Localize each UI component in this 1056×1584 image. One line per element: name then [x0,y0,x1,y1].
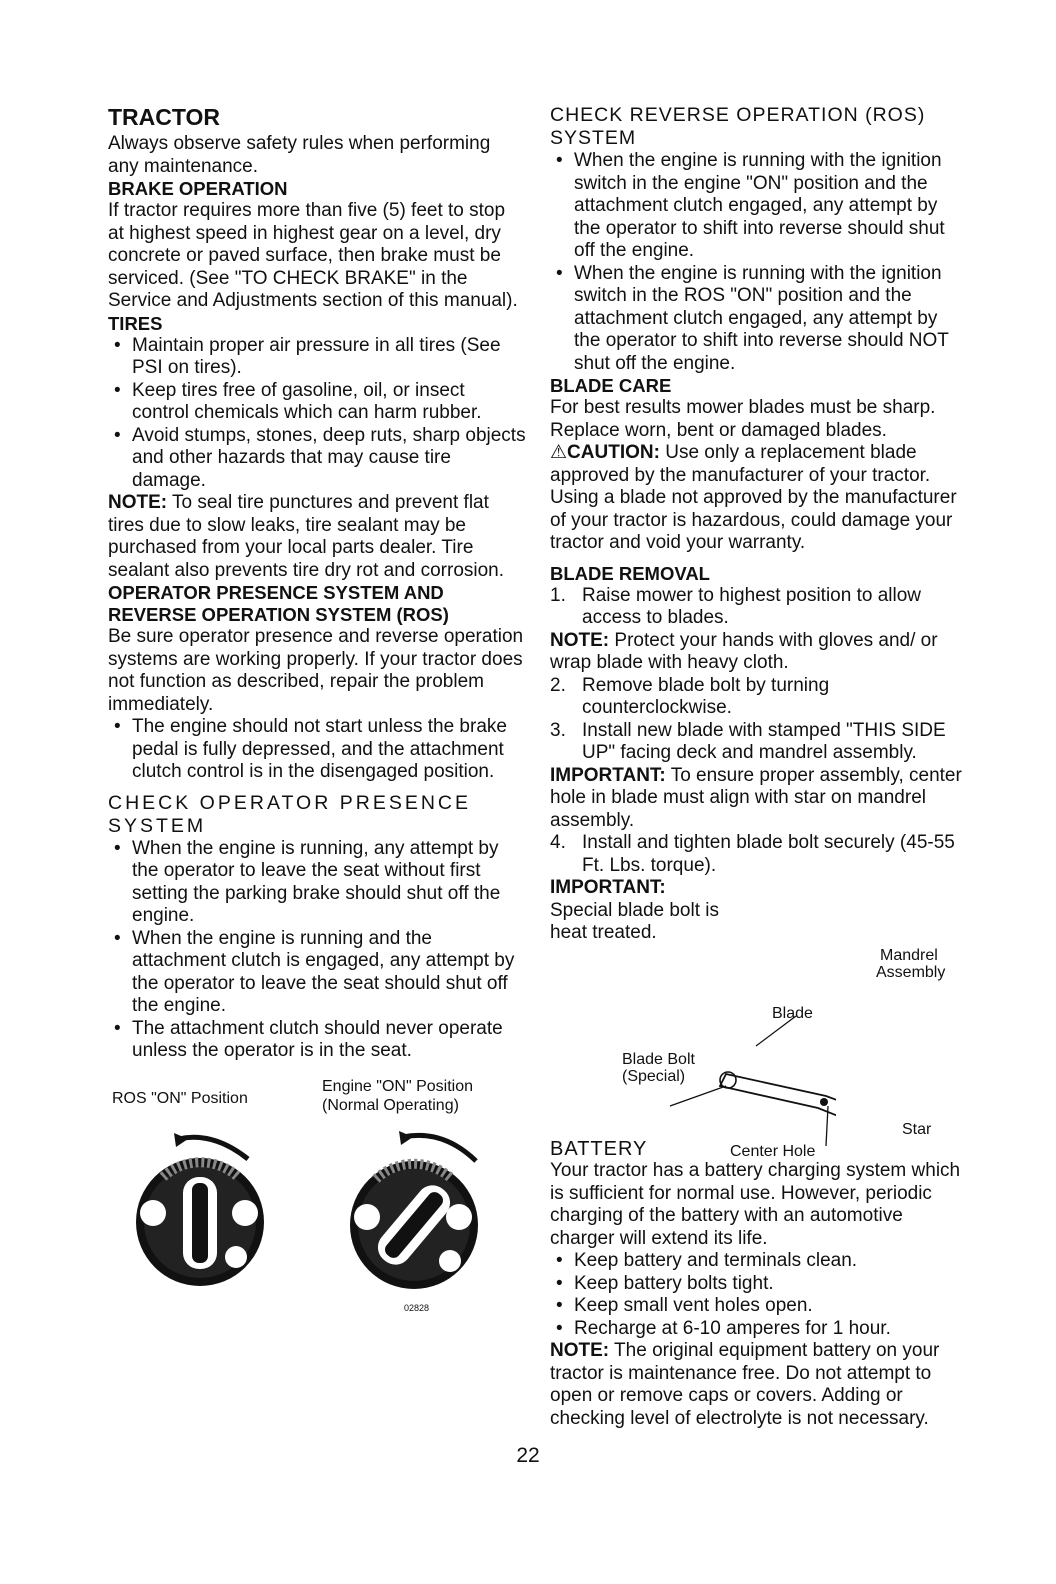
list-item: • The attachment clutch should never operate unless the operator is in the seat. [108,1018,526,1063]
blade-icon [720,1072,836,1136]
left-column [108,104,526,1317]
ros-caption: ROS "ON" Position [112,1089,248,1107]
note-text: To seal tire punctures and prevent flat tires due to slow leaks, tire sealant may be purchased from your local parts dealer. Tire sealant also prevents tire dry rot and corrosion. [108,492,505,581]
brake-text: If tractor requires more than five (5) feet to stop at highest speed in highest gear on a level, dry concrete or paved surface, then brake must be serviced. (See "TO CHECK BRAKE" in the Service and Adjustments section of this manual). [108,200,518,311]
right-column [550,104,966,945]
assembly-label: Assembly [876,964,946,981]
battery-note [550,1340,966,1430]
important-label: IMPORTANT: [550,764,666,786]
list-item: 1. Raise mower to highest position to allow access to blades. [550,584,922,628]
blade-care-heading: BLADE CARE [550,375,672,396]
battery-section [550,1138,966,1430]
brake-heading: BRAKE OPERATION [108,178,288,199]
battery-list [550,1250,966,1340]
check-ros-heading: CHECK REVERSE OPERATION (ROS) SYSTEM [550,104,926,149]
list-item: • When the engine is running with the ignition switch in the engine "ON" position and the attachment clutch engaged, any attempt by the operator to shift into reverse should shut off the engine. [550,150,966,263]
tires-note [108,492,526,582]
blade-removal-steps-c [550,832,966,877]
note-label: NOTE: [550,629,610,651]
battery-heading: BATTERY [550,1138,648,1160]
check-ros-list [550,150,966,375]
mandrel-label: Mandrel [880,947,938,964]
list-item: 3. Install new blade with stamped "THIS SIDE UP" facing deck and mandrel assembly. [550,719,946,763]
important-note-2 [550,877,720,945]
list-item: • Recharge at 6-10 amperes for 1 hour. [550,1318,966,1341]
battery-text: Your tractor has a battery charging system which is sufficient for normal use. However, periodic charging of the battery with an automotive charger will extend its life. [550,1160,961,1249]
ignition-key-figure [108,1077,526,1317]
list-item: • When the engine is running, any attempt by the operator to leave the seat without first setting the parking brake should shut off the engine. [108,838,526,928]
engine-caption-1: Engine "ON" Position [322,1077,473,1095]
engine-switch-icon [350,1131,478,1289]
check-operator-presence-heading: CHECK OPERATOR PRESENCE SYSTEM [108,791,472,837]
tires-list [108,335,526,493]
list-item: • The engine should not start unless the brake pedal is fully depressed, and the attachment clutch control is in the disengaged position. [108,716,526,784]
tires-heading: TIRES [108,312,163,334]
list-item: • Keep small vent holes open. [550,1295,966,1318]
operator-presence-text: Be sure operator presence and reverse operation systems are working properly. If your tractor does not function as described, repair the problem immediately. [108,626,524,715]
star-label: Star [902,1121,932,1138]
ros-switch-icon [136,1133,264,1286]
important-text: Special blade bolt is heat treated. [550,899,719,943]
note-label: NOTE: [108,492,168,513]
caution-paragraph [550,442,966,555]
list-item: • When the engine is running with the ignition switch in the ROS "ON" position and the attachment clutch engaged, any attempt by the operator to shift into reverse should NOT shut off the engine. [550,263,966,376]
important-text: To ensure proper assembly, center hole in blade must align with star on mandrel assembly. [550,764,962,831]
caution-label: CAUTION: [567,442,660,463]
tractor-heading: TRACTOR [108,104,221,130]
list-item: • Keep battery bolts tight. [550,1273,966,1296]
warning-icon: ⚠ [550,442,568,463]
note-text: The original equipment battery on your tractor is maintenance free. Do not attempt to open or remove caps or covers. Adding or checking level of electrolyte is not necessary. [550,1340,940,1429]
blade-removal-steps-b [550,675,966,765]
list-item: 4. Install and tighten blade bolt securely (45-55 Ft. Lbs. torque). [550,832,955,876]
blade-label: Blade [772,1005,813,1022]
blade-assembly-figure [622,946,956,1161]
special-label: (Special) [622,1068,686,1085]
caution-text: Use only a replacement blade approved by the manufacturer of your tractor. Using a blade not approved by the manufacturer of your tractor is hazardous, could damage your tractor and void your warranty. [550,442,957,553]
engine-caption-2: (Normal Operating) [322,1096,459,1114]
list-item: • When the engine is running and the attachment clutch is engaged, any attempt by the operator to leave the seat should shut off the engine. [108,928,526,1018]
list-item: • Avoid stumps, stones, deep ruts, sharp objects and other hazards that may cause tire damage. [108,425,526,493]
page-number: 22 [516,1444,540,1467]
note-label: NOTE: [550,1340,610,1361]
blade-removal-steps-a [550,585,966,630]
list-item: • Keep tires free of gasoline, oil, or insect control chemicals which can harm rubber. [108,380,526,425]
figure-code: 02828 [404,1302,430,1313]
list-item: • Keep battery and terminals clean. [550,1250,966,1273]
operator-presence-list [108,716,526,784]
list-item: • Maintain proper air pressure in all tires (See PSI on tires). [108,335,526,380]
note-text: Protect your hands with gloves and/ or wrap blade with heavy cloth. [550,629,938,673]
blade-note [550,630,966,675]
important-note-1 [550,765,966,833]
list-item: 2. Remove blade bolt by turning counterclockwise. [550,674,830,718]
blade-removal-heading: BLADE REMOVAL [550,562,710,584]
blade-bolt-label: Blade Bolt [622,1051,695,1068]
operator-presence-heading: OPERATOR PRESENCE SYSTEM AND REVERSE OPERATION SYSTEM (ROS) [108,582,449,625]
ignition-switch-drawing [108,1117,526,1317]
center-hole-label: Center Hole [730,1143,816,1160]
check-operator-presence-list [108,838,526,1063]
tractor-intro: Always observe safety rules when performing any maintenance. [108,133,491,177]
blade-care-text: For best results mower blades must be sharp. Replace worn, bent or damaged blades. [550,397,936,441]
important-label: IMPORTANT: [550,877,666,898]
